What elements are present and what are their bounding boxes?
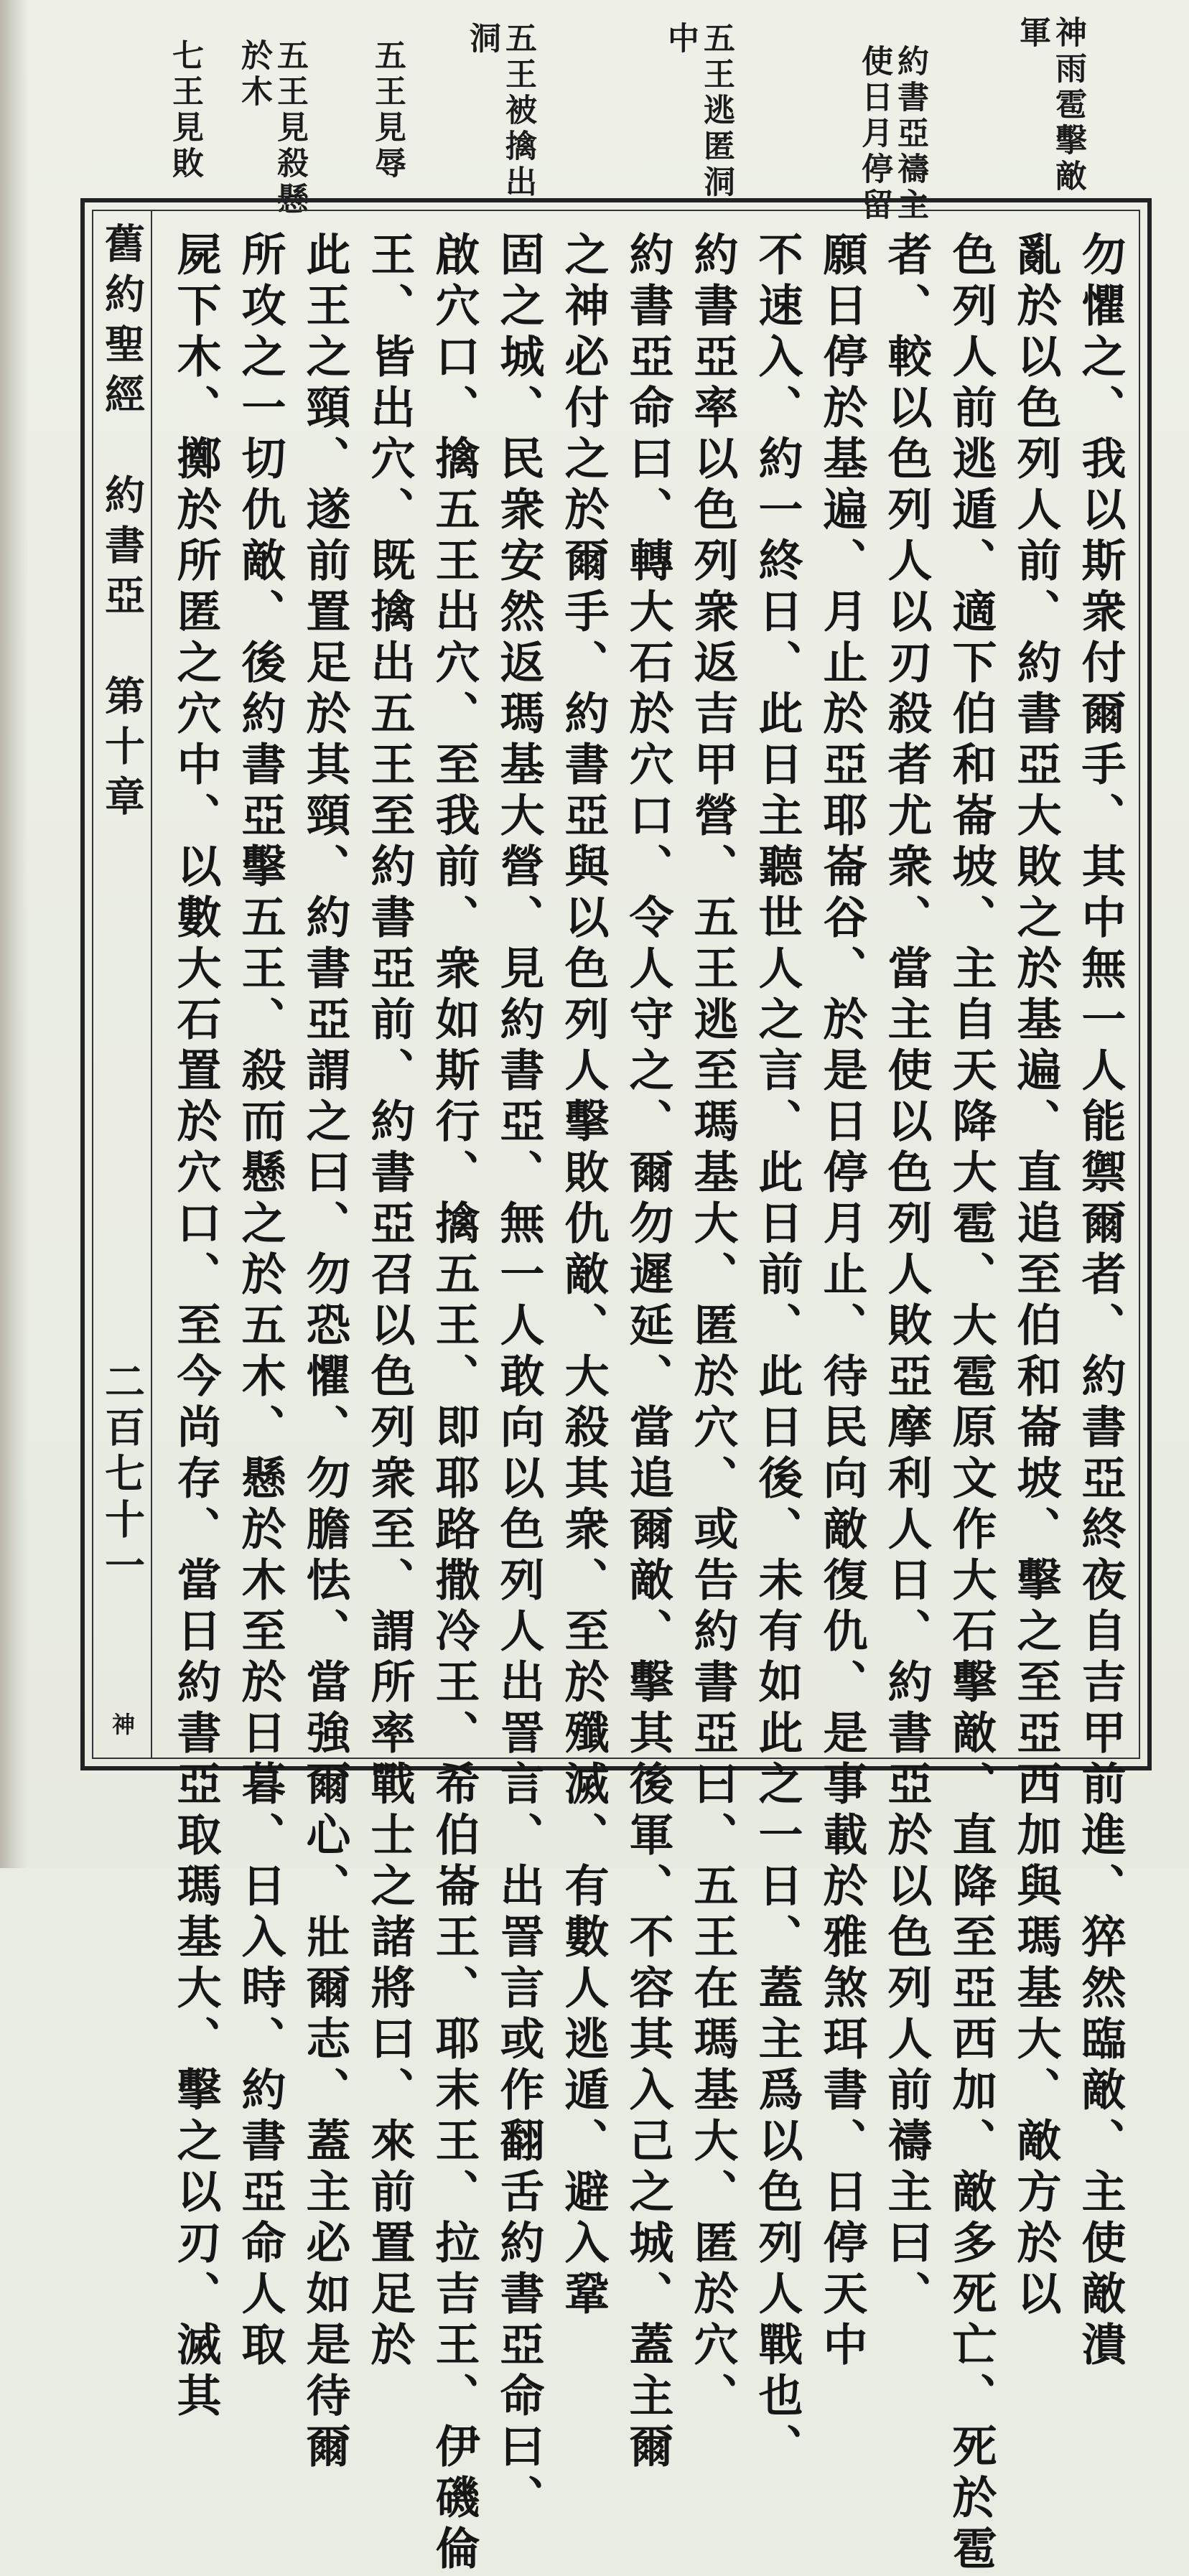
page-number: 二百七十一 [98,1361,146,1590]
text-column: 屍下木、擲於所匿之穴中、以數大石置於穴口、至今尚存、當日約書亞取瑪基大、擊之以刃、滅其 [169,231,222,2423]
text-column: 色列人前逃遁、適下伯和崙坡、主自天降大雹、大雹原文作大石擊敵、直降至亞西加、敵多死亡、死於雹 [945,231,997,2576]
running-header [99,223,145,826]
text-column: 勿懼之、我以斯衆付爾手、其中無一人能禦爾者、約書亞終夜自吉甲前進、猝然臨敵、主使敵潰 [1074,231,1127,2372]
text-column: 所攻之一切仇敵、後約書亞擊五王、殺而懸之於五木、懸於木至於日暮、日入時、約書亞命人取 [234,231,286,2372]
book-title: 舊約聖經 [98,223,146,424]
margin-note-flee: 五王逃匿洞 中 [662,22,735,201]
text-column: 啟穴口、擒五王出穴、至我前、衆如斯行、擒五王、即耶路撒冷王、希伯崙王、耶末王、拉吉王、伊磯倫 [428,231,480,2576]
text-column: 之神必付之於爾手、約書亞與以色列人擊敗仇敵、大殺其衆、至於殲滅、有數人逃遁、避入鞏 [557,231,610,2321]
text-column: 約書亞率以色列衆返吉甲營、五王逃至瑪基大、匿於穴、或告約書亞曰、五王在瑪基大、匿於穴、 [686,231,739,2423]
margin-note-killed: 五王見殺懸 於木 [236,39,308,218]
text-column: 固之城、民衆安然返瑪基大營、見約書亞、無一人敢向以色列人出詈言、出詈言或作翻舌約書亞命曰、 [493,231,545,2525]
chapter-number: 第十章 [98,675,146,826]
text-column: 者、較以色列人以刃殺者尤衆、當主使以色列人敗亞摩利人日、約書亞於以色列人前禱主曰、 [880,231,933,2321]
margin-note-humiliated: 五王見辱 [369,39,406,182]
signature-marker: 神 [108,1712,136,1735]
margin-note-prayer: 約書亞禱主 使日月停留 [856,45,928,224]
text-column: 約書亞命曰、轉大石於穴口、令人守之、爾勿遲延、當追爾敵、擊其後軍、不容其入己之城、蓋主爾 [622,231,674,2474]
text-column: 願日停於基遍、月止於亞耶崙谷、於是日停月止、待民向敵復仇、是事載於雅煞珥書、日停天中 [816,231,868,2372]
margin-note-hail: 神雨雹擊敵 軍 [1014,16,1086,195]
margin-note-captured: 五王被擒出 洞 [464,22,536,201]
text-column: 此王之頸、遂前置足於其頸、約書亞謂之曰、勿恐懼、勿膽怯、當強爾心、壯爾志、蓋主必如是待爾 [299,231,351,2474]
chapter-book: 約書亞 [98,474,146,625]
margin-note-seven-kings: 七王見敗 [167,39,203,182]
text-column: 不速入、約一終日、此日主聽世人之言、此日前、此日後、未有如此之一日、蓋主爲以色列人戰也、 [751,231,803,2474]
text-column: 王、皆出穴、既擒出五王至約書亞前、約書亞召以色列衆至、謂所率戰士之諸將曰、來前置足於 [363,231,416,2372]
text-column: 亂於以色列人前、約書亞大敗之於基遍、直追至伯和崙坡、擊之至亞西加與瑪基大、敵方於以 [1010,231,1062,2321]
spine-shadow [0,0,29,1868]
